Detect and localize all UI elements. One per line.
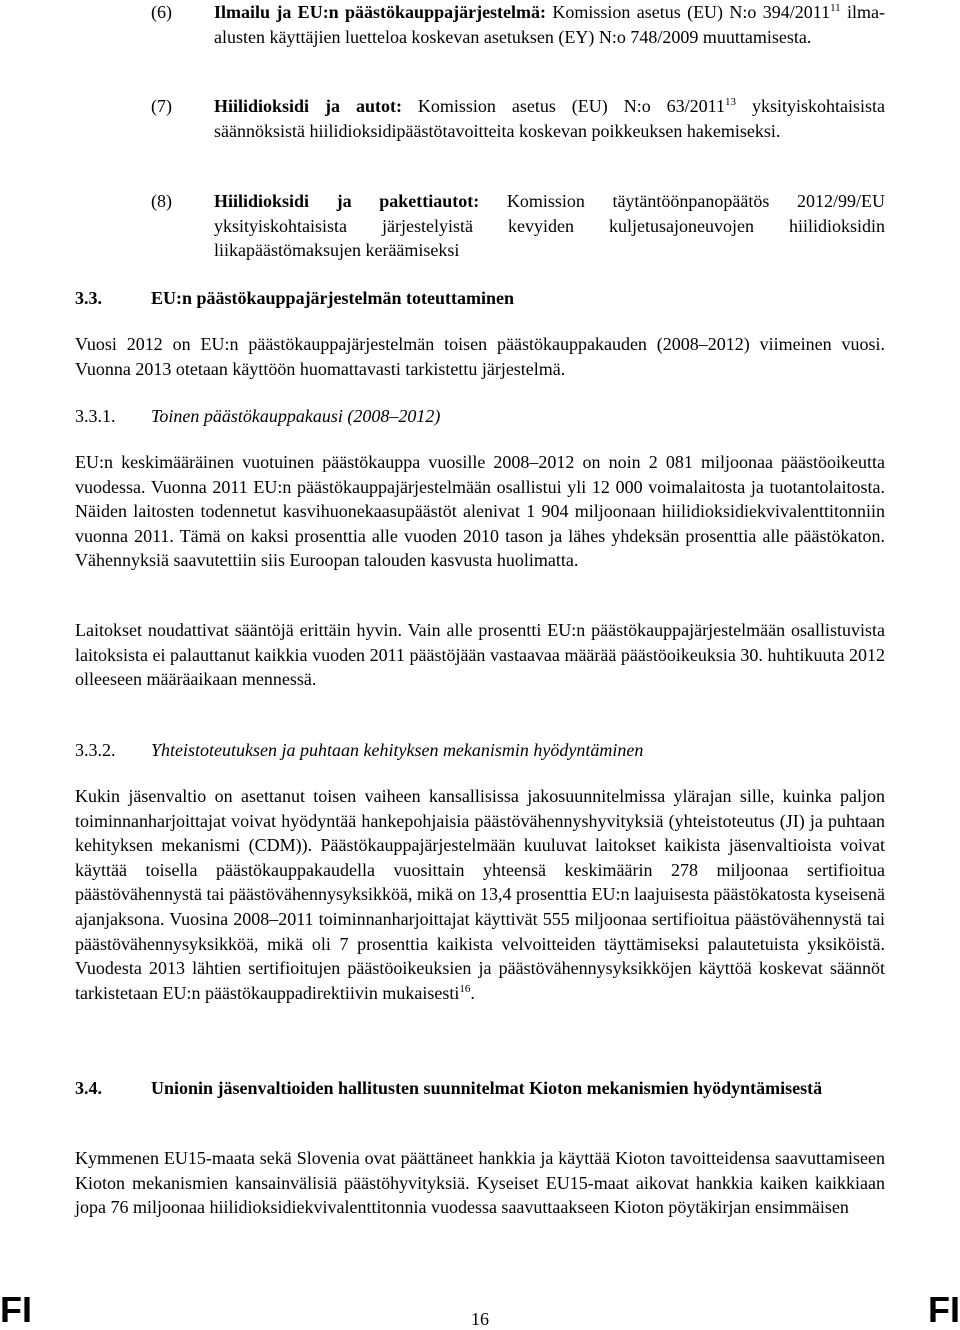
footnote-ref: 11 [830,2,841,14]
section-number: 3.3.2. [75,740,116,760]
list-item-body: Hiilidioksidi ja pakettiautot: Komission täytäntöönpanopäätös 2012/99/EU yksityiskohtaisista järjestelyistä kevyiden kuljetusajoneuvojen hiilidioksidin liikapäästömaksujen keräämiseksi [214,191,885,261]
list-item-number: (8) [151,191,172,211]
list-item-body: Hiilidioksidi ja autot: Komission asetus (EU) N:o 63/2011$^{13}$ yksityiskohtaisista säännöksistä hiilidioksidipäästötavoitteita koskevan poikkeuksen hakemiseksi. [214,96,885,141]
footnote-ref: 13 [725,96,737,108]
section-title: Toinen päästökauppakausi (2008–2012) [151,406,441,426]
section-number: 3.3.1. [75,406,116,426]
paragraph: Kukin jäsenvaltio on asettanut toisen vaiheen kansallisissa jakosuunnitelmissa ylärajan sille, kuinka paljon toiminnanharjoittajat voivat hyödyntää hankepohjaisia päästövähennyshyvityksiä (yhteistoteutus (JI) ja puhtaan kehityksen mekanismi (CDM)). Päästökauppajärjestelmään kuuluvat laitokset kaikista jäsenvaltioista voivat käyttää toisella päästökauppakaudella vuosittain yhteensä keskimäärin 278 miljoonaa sertifioitua päästövähennystä tai päästövähennysyksikköä, mikä on 13,4 prosenttia EU:n laajuisesta päästökatosta kyseisenä ajanjaksona. Vuosina 2008–2011 toiminnanharjoittajat käyttivät 555 miljoonaa sertifioitua päästövähennystä tai päästövähennysyksikköä, mikä oli 7 prosenttia kaikista velvoitteiden täyttämiseksi palautetuista yksiköistä. Vuodesta 2013 lähtien sertifioitujen päästöoikeuksien ja päästövähennysyksikköjen käyttöä koskevat säännöt tarkistetaan EU:n päästökauppadirektiivin mukaisesti$^{16}$. [75,786,885,1003]
list-item-lead: Hiilidioksidi ja pakettiautot: [214,191,480,211]
footer-language-right: FI [928,1289,960,1330]
paragraph: Laitokset noudattivat sääntöjä erittäin hyvin. Vain alle prosentti EU:n päästökauppajärjestelmään osallistuvista laitoksista ei palauttanut kaikkia vuoden 2011 päästöjään vastaavaa määrää päästöoikeuksia 30. huhtikuuta 2012 olleeseen määräaikaan mennessä. [75,620,885,690]
section-title: Unionin jäsenvaltioiden hallitusten suunnitelmat Kioton mekanismien hyödyntämisestä [151,1078,823,1098]
footer-language-left: FI [0,1289,32,1330]
list-item-lead: Hiilidioksidi ja autot: [214,96,402,116]
page-number: 16 [471,1309,489,1329]
list-item-lead: Ilmailu ja EU:n päästökauppajärjestelmä: [214,2,547,22]
footnote-ref: 16 [459,982,471,995]
section-number: 3.3. [75,288,102,308]
section-title: EU:n päästökauppajärjestelmän toteuttaminen [151,288,515,308]
section-number: 3.4. [75,1078,102,1098]
section-title: Yhteistoteutuksen ja puhtaan kehityksen mekanismin hyödyntäminen [151,740,644,760]
list-item-body: Ilmailu ja EU:n päästökauppajärjestelmä: Komission asetus (EU) N:o 394/2011$^{11}$ ilma-alusten käyttäjien luetteloa koskevan asetuksen (EY) N:o 748/2009 muuttamisesta. [214,2,885,47]
list-item-number: (7) [151,96,172,116]
paragraph: Kymmenen EU15-maata sekä Slovenia ovat päättäneet hankkia ja käyttää Kioton tavoitteidensa saavuttamiseen Kioton mekanismien kansainvälisiä päästöhyvityksiä. Kyseiset EU15-maat aikovat hankkia kaiken kaikkiaan jopa 76 miljoonaa hiilidioksidiekvivalenttitonnia vuodessa saavuttaakseen Kioton pöytäkirjan ensimmäisen [75,1148,885,1218]
list-item-number: (6) [151,2,172,22]
paragraph: Vuosi 2012 on EU:n päästökauppajärjestelmän toisen päästökauppakauden (2008–2012) viimeinen vuosi. Vuonna 2013 otetaan käyttöön huomattavasti tarkistettu järjestelmä. [75,334,885,379]
paragraph: EU:n keskimääräinen vuotuinen päästökauppa vuosille 2008–2012 on noin 2 081 miljoonaa päästöoikeutta vuodessa. Vuonna 2011 EU:n päästökauppajärjestelmään osallistui yli 12 000 voimalaitosta ja tuotantolaitosta. Näiden laitosten todennetut kasvihuonekaasupäästöt alenivat 1 904 miljoonaan hiilidioksidiekvivalenttitonniin vuonna 2011. Tämä on kaksi prosenttia alle vuoden 2010 tason ja lähes yhdeksän prosenttia alle päästökaton. Vähennyksiä saavutettiin siis Euroopan talouden kasvusta huolimatta. [75,452,885,571]
